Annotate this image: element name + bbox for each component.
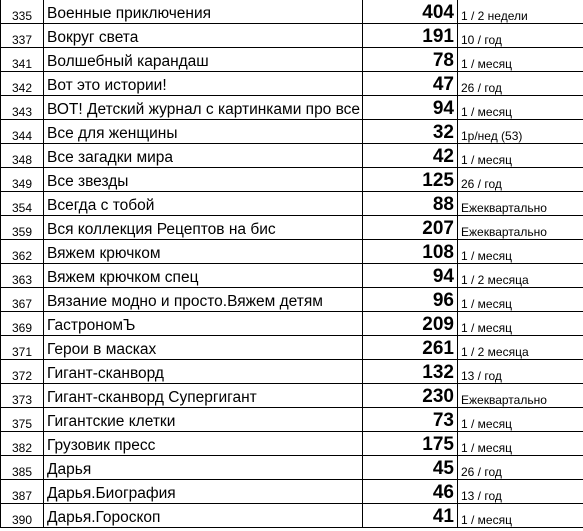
publication-name-cell[interactable]: ГастрономЪ <box>44 312 363 336</box>
price-cell[interactable]: 94 <box>363 96 458 120</box>
frequency-cell[interactable]: 1р/нед (53) <box>458 120 583 144</box>
price-cell[interactable]: 47 <box>363 72 458 96</box>
publication-name-cell[interactable]: Вяжем крючком спец <box>44 264 363 288</box>
publication-name-cell[interactable]: Гигант-сканворд <box>44 360 363 384</box>
publication-name-cell[interactable]: Вся коллекция Рецептов на бис <box>44 216 363 240</box>
price-cell[interactable]: 88 <box>363 192 458 216</box>
frequency-cell[interactable]: 1 / 2 недели <box>458 0 583 24</box>
row-id-cell[interactable]: 349 <box>1 168 44 192</box>
table-row[interactable] <box>1 168 583 192</box>
frequency-cell[interactable]: 1 / месяц <box>458 96 583 120</box>
price-cell[interactable]: 41 <box>363 504 458 528</box>
table-body <box>1 0 583 528</box>
publication-name-cell[interactable]: Вот это истории! <box>44 72 363 96</box>
table-row[interactable] <box>1 336 583 360</box>
row-id-cell[interactable]: 342 <box>1 72 44 96</box>
table-row[interactable] <box>1 144 583 168</box>
publication-name-cell[interactable]: Дарья <box>44 456 363 480</box>
row-id-cell[interactable]: 359 <box>1 216 44 240</box>
table-row[interactable] <box>1 384 583 408</box>
row-id-cell[interactable]: 354 <box>1 192 44 216</box>
row-id-cell[interactable]: 387 <box>1 480 44 504</box>
row-id-cell[interactable]: 390 <box>1 504 44 528</box>
frequency-cell[interactable]: Ежеквартально <box>458 384 583 408</box>
price-cell[interactable]: 78 <box>363 48 458 72</box>
publication-name-cell[interactable]: Дарья.Гороскоп <box>44 504 363 528</box>
publication-name-cell[interactable]: Все для женщины <box>44 120 363 144</box>
row-id-cell[interactable]: 385 <box>1 456 44 480</box>
frequency-cell[interactable]: 26 / год <box>458 456 583 480</box>
price-cell[interactable]: 94 <box>363 264 458 288</box>
frequency-cell[interactable]: Ежеквартально <box>458 192 583 216</box>
publication-name-cell[interactable]: Все загадки мира <box>44 144 363 168</box>
table-row[interactable] <box>1 216 583 240</box>
frequency-cell[interactable]: 1 / 2 месяца <box>458 264 583 288</box>
frequency-cell[interactable]: 13 / год <box>458 360 583 384</box>
price-cell[interactable]: 175 <box>363 432 458 456</box>
table-row[interactable] <box>1 480 583 504</box>
row-id-cell[interactable]: 382 <box>1 432 44 456</box>
row-id-cell[interactable]: 375 <box>1 408 44 432</box>
row-id-cell[interactable]: 337 <box>1 24 44 48</box>
publication-name-cell[interactable]: ВОТ! Детский журнал с картинками про все <box>44 96 363 120</box>
table-row[interactable] <box>1 120 583 144</box>
price-cell[interactable]: 207 <box>363 216 458 240</box>
price-cell[interactable]: 404 <box>363 0 458 24</box>
row-id-cell[interactable]: 367 <box>1 288 44 312</box>
frequency-cell[interactable]: 26 / год <box>458 168 583 192</box>
publication-name-cell[interactable]: Все звезды <box>44 168 363 192</box>
frequency-cell[interactable]: 1 / месяц <box>458 48 583 72</box>
table-row[interactable] <box>1 0 583 24</box>
row-id-cell[interactable]: 369 <box>1 312 44 336</box>
frequency-cell[interactable]: 1 / 2 месяца <box>458 336 583 360</box>
frequency-cell[interactable]: 1 / месяц <box>458 144 583 168</box>
price-cell[interactable]: 261 <box>363 336 458 360</box>
row-id-cell[interactable]: 363 <box>1 264 44 288</box>
frequency-cell[interactable]: Ежеквартально <box>458 216 583 240</box>
frequency-cell[interactable]: 13 / год <box>458 480 583 504</box>
publication-name-cell[interactable]: Вокруг света <box>44 24 363 48</box>
row-id-cell[interactable]: 344 <box>1 120 44 144</box>
table-row[interactable] <box>1 360 583 384</box>
table-row[interactable] <box>1 72 583 96</box>
table-row[interactable] <box>1 96 583 120</box>
row-id-cell[interactable]: 341 <box>1 48 44 72</box>
price-cell[interactable]: 96 <box>363 288 458 312</box>
price-cell[interactable]: 32 <box>363 120 458 144</box>
frequency-cell[interactable]: 1 / месяц <box>458 432 583 456</box>
row-id-cell[interactable]: 348 <box>1 144 44 168</box>
frequency-cell[interactable]: 1 / месяц <box>458 240 583 264</box>
frequency-cell[interactable]: 26 / год <box>458 72 583 96</box>
publication-name-cell[interactable]: Волшебный карандаш <box>44 48 363 72</box>
publication-name-cell[interactable]: Герои в масках <box>44 336 363 360</box>
row-id-cell[interactable]: 371 <box>1 336 44 360</box>
row-id-cell[interactable]: 343 <box>1 96 44 120</box>
publication-name-cell[interactable]: Вяжем крючком <box>44 240 363 264</box>
frequency-cell[interactable]: 10 / год <box>458 24 583 48</box>
publication-name-cell[interactable]: Гигантские клетки <box>44 408 363 432</box>
publication-name-cell[interactable]: Грузовик пресс <box>44 432 363 456</box>
publication-name-cell[interactable]: Всегда с тобой <box>44 192 363 216</box>
row-id-cell[interactable]: 362 <box>1 240 44 264</box>
frequency-cell[interactable]: 1 / месяц <box>458 408 583 432</box>
price-cell[interactable]: 125 <box>363 168 458 192</box>
frequency-cell[interactable]: 1 / месяц <box>458 312 583 336</box>
price-cell[interactable]: 42 <box>363 144 458 168</box>
publication-name-cell[interactable]: Военные приключения <box>44 0 363 24</box>
table-row[interactable] <box>1 288 583 312</box>
price-cell[interactable]: 46 <box>363 480 458 504</box>
row-id-cell[interactable]: 335 <box>1 0 44 24</box>
table-row[interactable] <box>1 48 583 72</box>
table-row[interactable] <box>1 240 583 264</box>
price-cell[interactable]: 73 <box>363 408 458 432</box>
table-row[interactable] <box>1 24 583 48</box>
price-cell[interactable]: 209 <box>363 312 458 336</box>
publication-name-cell[interactable]: Вязание модно и просто.Вяжем детям <box>44 288 363 312</box>
table-row[interactable] <box>1 192 583 216</box>
table-row[interactable] <box>1 312 583 336</box>
frequency-cell[interactable]: 1 / месяц <box>458 288 583 312</box>
row-id-cell[interactable]: 372 <box>1 360 44 384</box>
publication-name-cell[interactable]: Дарья.Биография <box>44 480 363 504</box>
table-row[interactable] <box>1 408 583 432</box>
table-row[interactable] <box>1 264 583 288</box>
price-cell[interactable]: 230 <box>363 384 458 408</box>
table-row[interactable] <box>1 456 583 480</box>
price-cell[interactable]: 191 <box>363 24 458 48</box>
price-cell[interactable]: 45 <box>363 456 458 480</box>
price-cell[interactable]: 108 <box>363 240 458 264</box>
price-cell[interactable]: 132 <box>363 360 458 384</box>
table-row[interactable] <box>1 432 583 456</box>
publication-name-cell[interactable]: Гигант-сканворд Супергигант <box>44 384 363 408</box>
row-id-cell[interactable]: 373 <box>1 384 44 408</box>
frequency-cell[interactable]: 1 / месяц <box>458 504 583 528</box>
table-row[interactable] <box>1 504 583 528</box>
